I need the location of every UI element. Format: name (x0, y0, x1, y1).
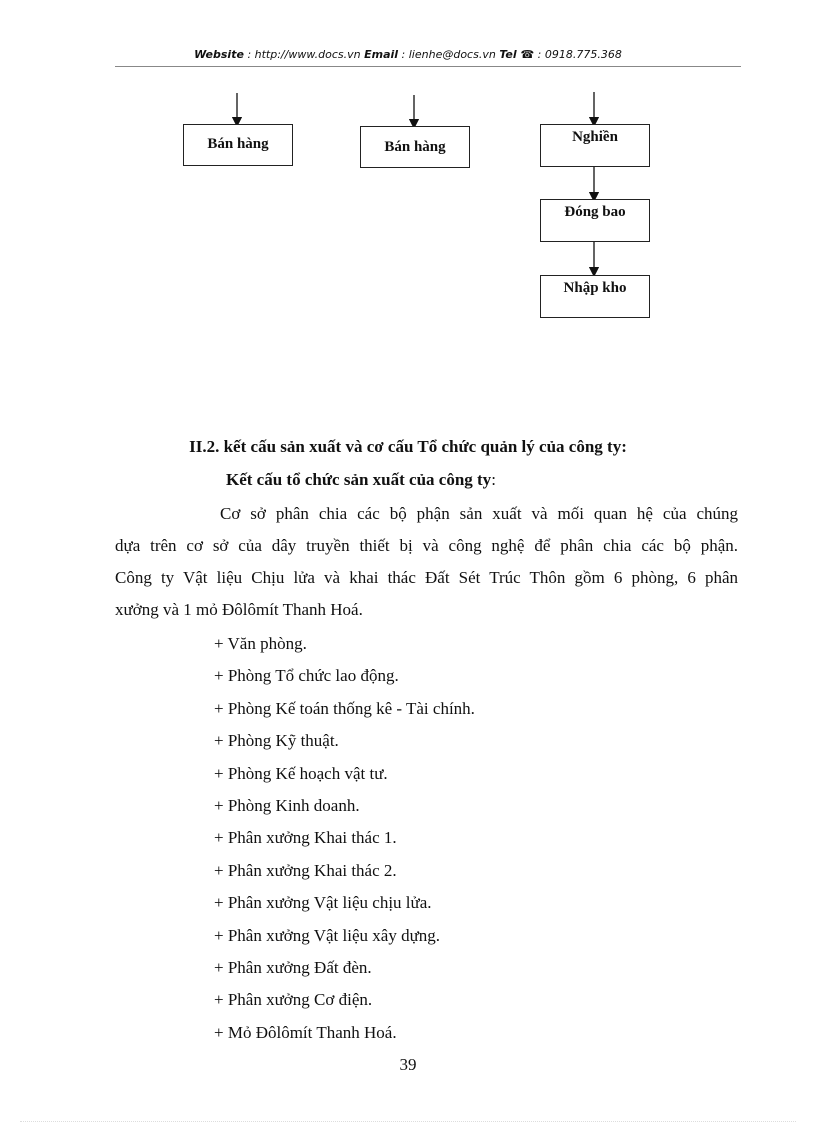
list-item: + Phòng Tổ chức lao động. (214, 666, 399, 686)
flow-box-ban-hang-2: Bán hàng (360, 126, 470, 168)
list-item: + Phân xưởng Vật liệu chịu lửa. (214, 893, 432, 913)
website-url[interactable]: : http://www.docs.vn (247, 48, 361, 61)
list-item: + Phòng Kế hoạch vật tư. (214, 763, 388, 783)
department-list (214, 628, 475, 1049)
list-item: + Phòng Kỹ thuật. (214, 731, 339, 751)
paragraph-line-2: dựa trên cơ sở của dây truyền thiết bị và công nghệ để phân chia các bộ phận. (115, 536, 738, 555)
tel-value: : 0918.775.368 (537, 48, 622, 61)
tel-label: Tel ☎ (499, 48, 535, 61)
flow-box-nhap-kho: Nhập kho (540, 275, 650, 318)
flow-box-ban-hang-1: Bán hàng (183, 124, 293, 166)
list-item: + Văn phòng. (214, 634, 307, 653)
list-item: + Phân xưởng Khai thác 2. (214, 860, 397, 880)
list-item: + Phân xưởng Đất đèn. (214, 957, 372, 977)
list-item: + Phân xưởng Cơ điện. (214, 990, 373, 1010)
section-subtitle (226, 470, 496, 490)
list-item: + Mỏ Đôlômít Thanh Hoá. (214, 1022, 397, 1042)
paragraph-line-3: Công ty Vật liệu Chịu lửa và khai thác Đất Sét Trúc Thôn gồm 6 phòng, 6 phân (115, 568, 738, 587)
list-item: + Phòng Kinh doanh. (214, 795, 360, 815)
subtitle-text: Kết cấu tổ chức sản xuất của công ty (226, 470, 492, 489)
paragraph-line-4: xưởng và 1 mỏ Đôlômít Thanh Hoá. (115, 600, 363, 619)
flowchart-arrows (0, 0, 816, 340)
subtitle-colon: : (491, 470, 496, 489)
intro-paragraph (115, 498, 738, 626)
email-label: Email (364, 48, 399, 61)
list-item: + Phòng Kế toán thống kê - Tài chính. (214, 698, 475, 718)
flow-box-dong-bao: Đóng bao (540, 199, 650, 242)
list-item: + Phân xưởng Vật liệu xây dựng. (214, 925, 441, 945)
website-label: Website (194, 48, 244, 61)
footer-divider (20, 1121, 796, 1122)
page-number: 39 (399, 1055, 417, 1074)
list-item: + Phân xưởng Khai thác 1. (214, 828, 397, 848)
paragraph-line-1: Cơ sở phân chia các bộ phận sản xuất và mối quan hệ của chúng (220, 504, 738, 523)
email-value[interactable]: : lienhe@docs.vn (401, 48, 496, 61)
section-title: II.2. kết cấu sản xuất và cơ cấu Tổ chức quản lý của công ty: (189, 437, 627, 456)
flow-box-nghien: Nghiền (540, 124, 650, 167)
